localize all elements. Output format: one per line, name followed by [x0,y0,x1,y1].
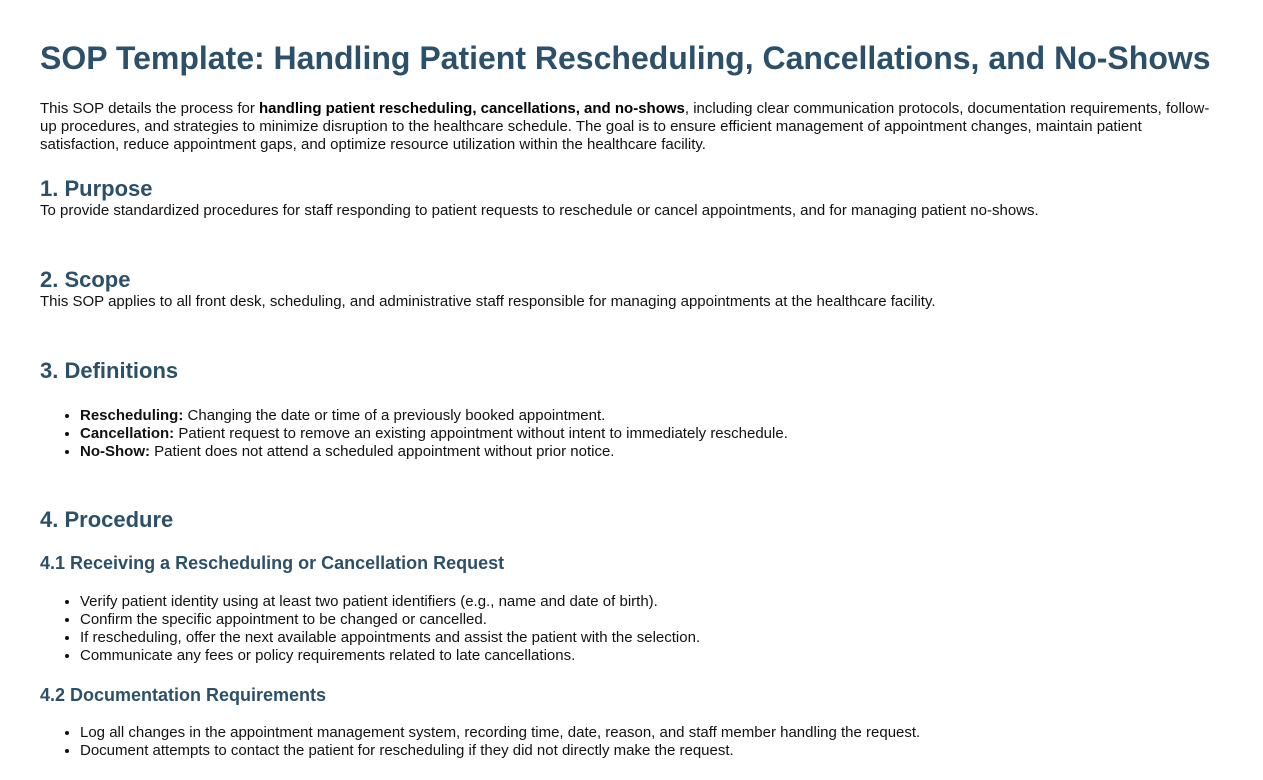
list-item: • Document attempts to contact the patient for rescheduling if they did not directly make the request. [80,742,1223,760]
definitions-heading: 3. Definitions [40,358,179,383]
purpose-text: To provide standardized procedures for staff responding to patient requests to reschedule or cancel appointments, and for managing patient no-shows. [40,202,1039,219]
list-item: • Log all changes in the appointment management system, recording time, date, reason, and staff member handling the request. [80,724,1223,742]
definition-text: Changing the date or time of a previously booked appointment. [183,407,606,424]
procedure-heading: 4. Procedure [40,507,174,532]
list-item: • If rescheduling, offer the next available appointments and assist the patient with the selection. [80,629,1223,647]
page-title: SOP Template: Handling Patient Rescheduling, Cancellations, and No-Shows [40,40,1211,76]
purpose-heading: 1. Purpose [40,176,153,201]
definition-item [80,425,1223,443]
definition-item [80,443,1223,461]
intro-paragraph [40,100,1223,154]
scope-heading: 2. Scope [40,267,131,292]
definitions-list [40,407,1223,461]
intro-text-bold: handling patient rescheduling, cancellations, and no-shows [259,100,685,117]
procedure-subheading-documentation: 4.2 Documentation Requirements [40,685,327,705]
procedure-subheading-receiving: 4.1 Receiving a Rescheduling or Cancellation Request [40,553,505,573]
definition-item [80,407,1223,425]
list-item: • Communicate any fees or policy requirements related to late cancellations. [80,647,1223,665]
receiving-steps-list [40,593,1223,665]
intro-text-start: This SOP details the process for [40,100,259,117]
definition-term: Rescheduling: [80,407,184,424]
definition-text: Patient does not attend a scheduled appointment without prior notice. [149,443,615,460]
documentation-steps-list [40,724,1223,760]
list-item: • Verify patient identity using at least two patient identifiers (e.g., name and date of birth). [80,593,1223,611]
scope-text: This SOP applies to all front desk, scheduling, and administrative staff responsible for managing appointments at the healthcare facility. [40,293,936,310]
intro-text-end: , including clear communication protocols, documentation requirements, follow-up procedures, and strategies to minimize disruption to the healthcare schedule. The goal is to ensure efficient management of appointment changes, maintain patient satisfaction, reduce appointment gaps, and optimize resource utilization within the healthcare facility. [40,100,1210,153]
list-item: • Confirm the specific appointment to be changed or cancelled. [80,611,1223,629]
definition-text: Patient request to remove an existing appointment without intent to immediately reschedule. [174,425,788,442]
definition-term: Cancellation: [80,425,175,442]
definition-term: No-Show: [80,443,150,460]
